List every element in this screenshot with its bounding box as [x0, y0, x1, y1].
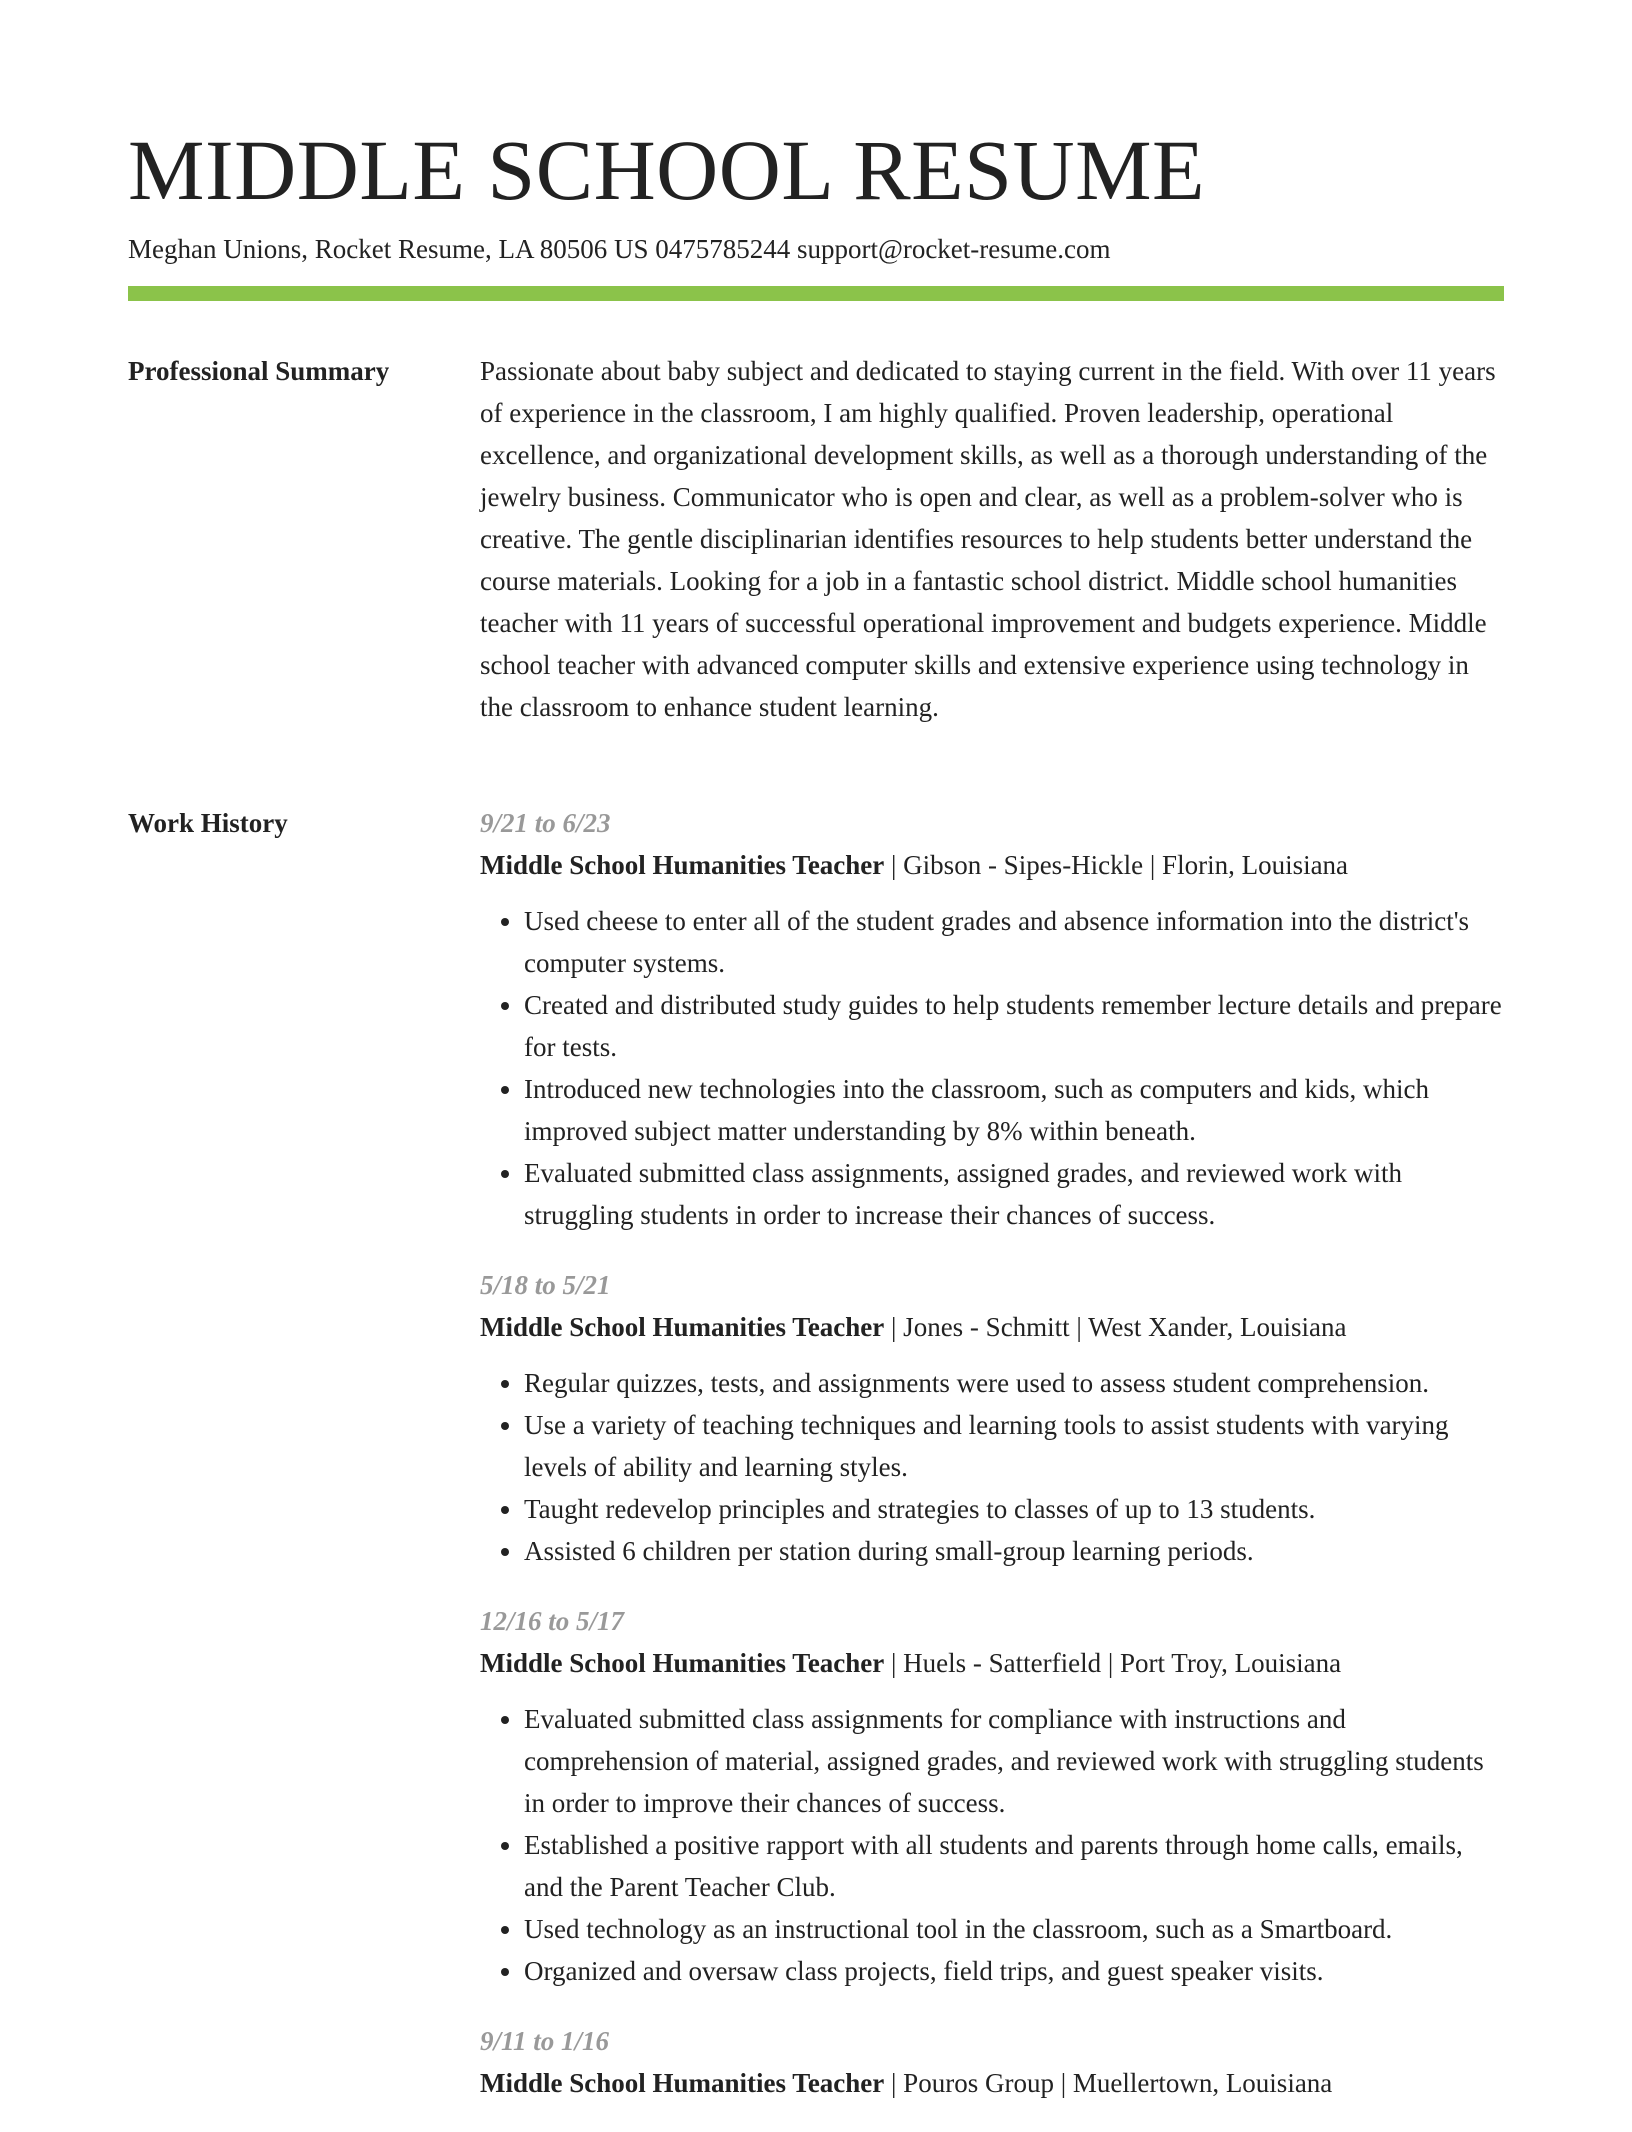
summary-body: [480, 350, 1504, 728]
job-bullet: • Used technology as an instructional tool in the classroom, such as a Smartboard.: [524, 1908, 1504, 1950]
job-heading: [480, 2062, 1504, 2104]
job-employer-location: | Jones - Schmitt | West Xander, Louisiana: [884, 1312, 1347, 1342]
job-bullet: • Evaluated submitted class assignments for compliance with instructions and comprehension of material, assigned grades, and reviewed work with struggling students in order to improve their chances of success.: [524, 1698, 1504, 1824]
resume-title: MIDDLE SCHOOL RESUME: [128, 122, 1206, 218]
job-employer-location: | Pouros Group | Muellertown, Louisiana: [884, 2068, 1333, 2098]
job-bullets: [480, 1698, 1504, 1992]
job-heading: [480, 1642, 1504, 1684]
job-title: Middle School Humanities Teacher: [480, 2068, 885, 2098]
job-list: [480, 802, 1504, 2132]
job-entry: [480, 1264, 1504, 1572]
job-bullet: • Created and distributed study guides to help students remember lecture details and prepare for tests.: [524, 984, 1504, 1068]
job-employer-location: | Gibson - Sipes-Hickle | Florin, Louisiana: [884, 850, 1349, 880]
contact-line: Meghan Unions, Rocket Resume, LA 80506 US 0475785244 support@rocket-resume.com: [128, 234, 1111, 264]
job-bullets: [480, 1362, 1504, 1572]
job-title: Middle School Humanities Teacher: [480, 1312, 885, 1342]
accent-divider: [128, 286, 1504, 301]
job-bullet: • Assisted 6 children per station during small-group learning periods.: [524, 1530, 1504, 1572]
job-bullet: • Established a positive rapport with all students and parents through home calls, emails, and the Parent Teacher Club.: [524, 1824, 1504, 1908]
job-title: Middle School Humanities Teacher: [480, 850, 885, 880]
job-bullet: • Taught redevelop principles and strategies to classes of up to 13 students.: [524, 1488, 1504, 1530]
job-bullet: • Evaluated submitted class assignments, assigned grades, and reviewed work with struggling students in order to increase their chances of success.: [524, 1152, 1504, 1236]
job-dates: 9/11 to 1/16: [480, 2026, 610, 2056]
work-history-heading: Work History: [128, 808, 288, 838]
job-heading: [480, 1306, 1504, 1348]
job-employer-location: | Huels - Satterfield | Port Troy, Louisiana: [884, 1648, 1342, 1678]
job-bullets: [480, 900, 1504, 1236]
job-title: Middle School Humanities Teacher: [480, 1648, 885, 1678]
job-heading: [480, 844, 1504, 886]
job-entry: [480, 1600, 1504, 1992]
job-bullet: • Regular quizzes, tests, and assignments were used to assess student comprehension.: [524, 1362, 1504, 1404]
job-dates: 12/16 to 5/17: [480, 1606, 625, 1636]
job-dates: 9/21 to 6/23: [480, 808, 611, 838]
job-entry: [480, 802, 1504, 1236]
summary-text: Passionate about baby subject and dedicated to staying current in the field. With over 11 years of experience in the classroom, I am highly qualified. Proven leadership, operational excellence, and organizational development skills, as well as a thorough understanding of the jewelry business. Communicator who is open and clear, as well as a problem-solver who is creative. The gentle disciplinarian identifies resources to help students better understand the course materials. Looking for a job in a fantastic school district. Middle school humanities teacher with 11 years of successful operational improvement and budgets experience. Middle school teacher with advanced computer skills and extensive experience using technology in the classroom to enhance student learning.: [480, 356, 1496, 722]
job-bullet: • Introduced new technologies into the classroom, such as computers and kids, which improved subject matter understanding by 8% within beneath.: [524, 1068, 1504, 1152]
job-dates: 5/18 to 5/21: [480, 1270, 611, 1300]
summary-heading: Professional Summary: [128, 356, 390, 386]
job-bullet: • Organized and oversaw class projects, field trips, and guest speaker visits.: [524, 1950, 1504, 1992]
job-bullet: • Use a variety of teaching techniques and learning tools to assist students with varying levels of ability and learning styles.: [524, 1404, 1504, 1488]
job-bullet: • Used cheese to enter all of the student grades and absence information into the district's computer systems.: [524, 900, 1504, 984]
job-entry: [480, 2020, 1504, 2104]
